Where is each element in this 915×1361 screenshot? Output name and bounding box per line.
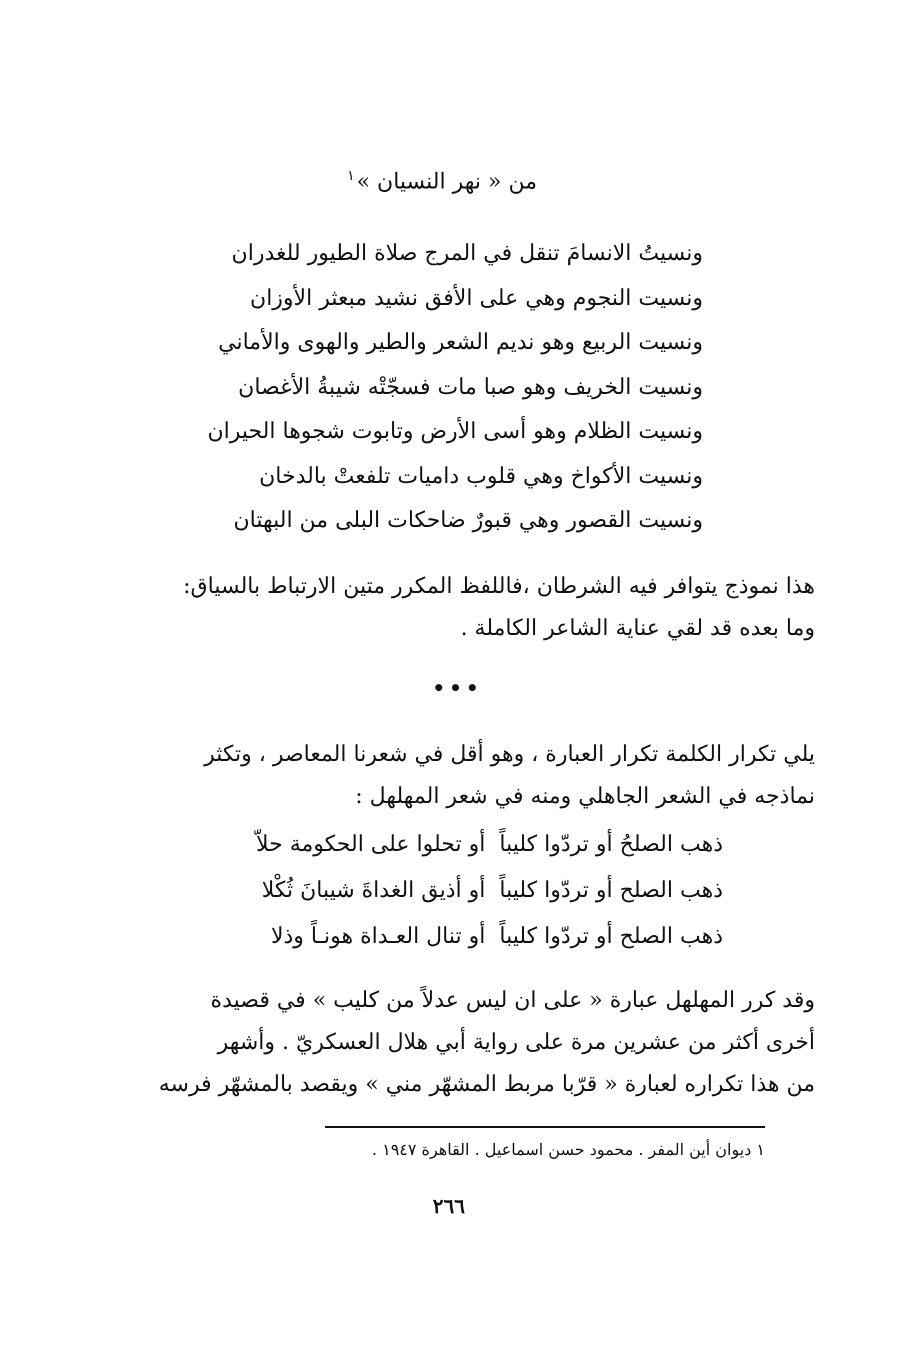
verses-block	[163, 822, 723, 960]
footnote: ١ ديوان أين المفر . محمود حسن اسماعيل . القاهرة ١٩٤٧ .	[371, 1140, 765, 1159]
page-number: ٢٦٦	[432, 1194, 465, 1218]
verse-first-hemistich: ذهب الصلح أو تردّوا كليباً	[499, 878, 723, 903]
verse-first-hemistich: ذهب الصلحُ أو تردّوا كليباً	[499, 832, 723, 857]
body-paragraph-1	[80, 566, 815, 650]
verse	[163, 868, 723, 914]
body-paragraph-3	[80, 980, 815, 1106]
section-separator: •••	[432, 676, 483, 700]
paragraph-line: هذا نموذج يتوافر فيه الشرطان ،فاللفظ المكرر متين الارتباط بالسياق:	[183, 574, 815, 599]
poem-excerpt	[183, 232, 703, 544]
poem-line: ونسيت الخريف وهو صبا مات فسجّتْه شيبةُ الأغصان	[238, 374, 703, 400]
poem-line: ونسيت الربيع وهو نديم الشعر والطير والهوى والأماني	[218, 330, 703, 355]
paragraph-line: أخرى أكثر من عشرين مرة على رواية أبي هلال العسكريّ . وأشهر	[217, 1030, 815, 1055]
verse-first-hemistich: ذهب الصلح أو تردّوا كليباً	[499, 924, 723, 949]
paragraph-line: وقد كرر المهلهل عبارة « على ان ليس عدلاً من كليب » في قصيدة	[210, 988, 815, 1013]
paragraph-line: يلي تكرار الكلمة تكرار العبارة ، وهو أقل في شعرنا المعاصر ، وتكثر	[204, 742, 815, 767]
poem-heading-text: من « نهر النسيان »	[356, 169, 537, 195]
poem-line: ونسيت الظلام وهو أسى الأرض وتابوت شجوها الحيران	[207, 419, 703, 444]
footnote-divider	[325, 1126, 765, 1128]
verse	[163, 914, 723, 960]
poem-heading	[347, 168, 537, 194]
body-paragraph-2	[80, 734, 815, 818]
paragraph-line: نماذجه في الشعر الجاهلي ومنه في شعر المهلهل :	[355, 784, 815, 809]
paragraph-line: وما بعده قد لقي عناية الشاعر الكاملة .	[460, 616, 815, 641]
poem-line: ونسيتُ الانسامَ تنقل في المرج صلاة الطيور للغدران	[231, 241, 703, 266]
poem-line: ونسيت الأكواخ وهي قلوب داميات تلفعتْ بالدخان	[259, 463, 703, 489]
verse-second-hemistich: أو تحلوا على الحكومة حلاّ	[255, 832, 486, 857]
poem-line: ونسيت القصور وهي قبورٌ ضاحكات البلى من البهتان	[233, 508, 703, 533]
poem-line: ونسيت النجوم وهي على الأفق نشيد مبعثر الأوزان	[250, 285, 703, 311]
paragraph-line: من هذا تكراره لعبارة « قرّبا مربط المشهّر مني » ويقصد بالمشهّر فرسه	[158, 1072, 815, 1097]
verse-second-hemistich: أو تنال العـداة هونـاً وذلا	[270, 924, 486, 949]
verse-second-hemistich: أو أذيق الغداةَ شيبانَ ثُكْلا	[261, 878, 486, 903]
footnote-reference: ١	[347, 168, 355, 184]
verse	[163, 822, 723, 868]
